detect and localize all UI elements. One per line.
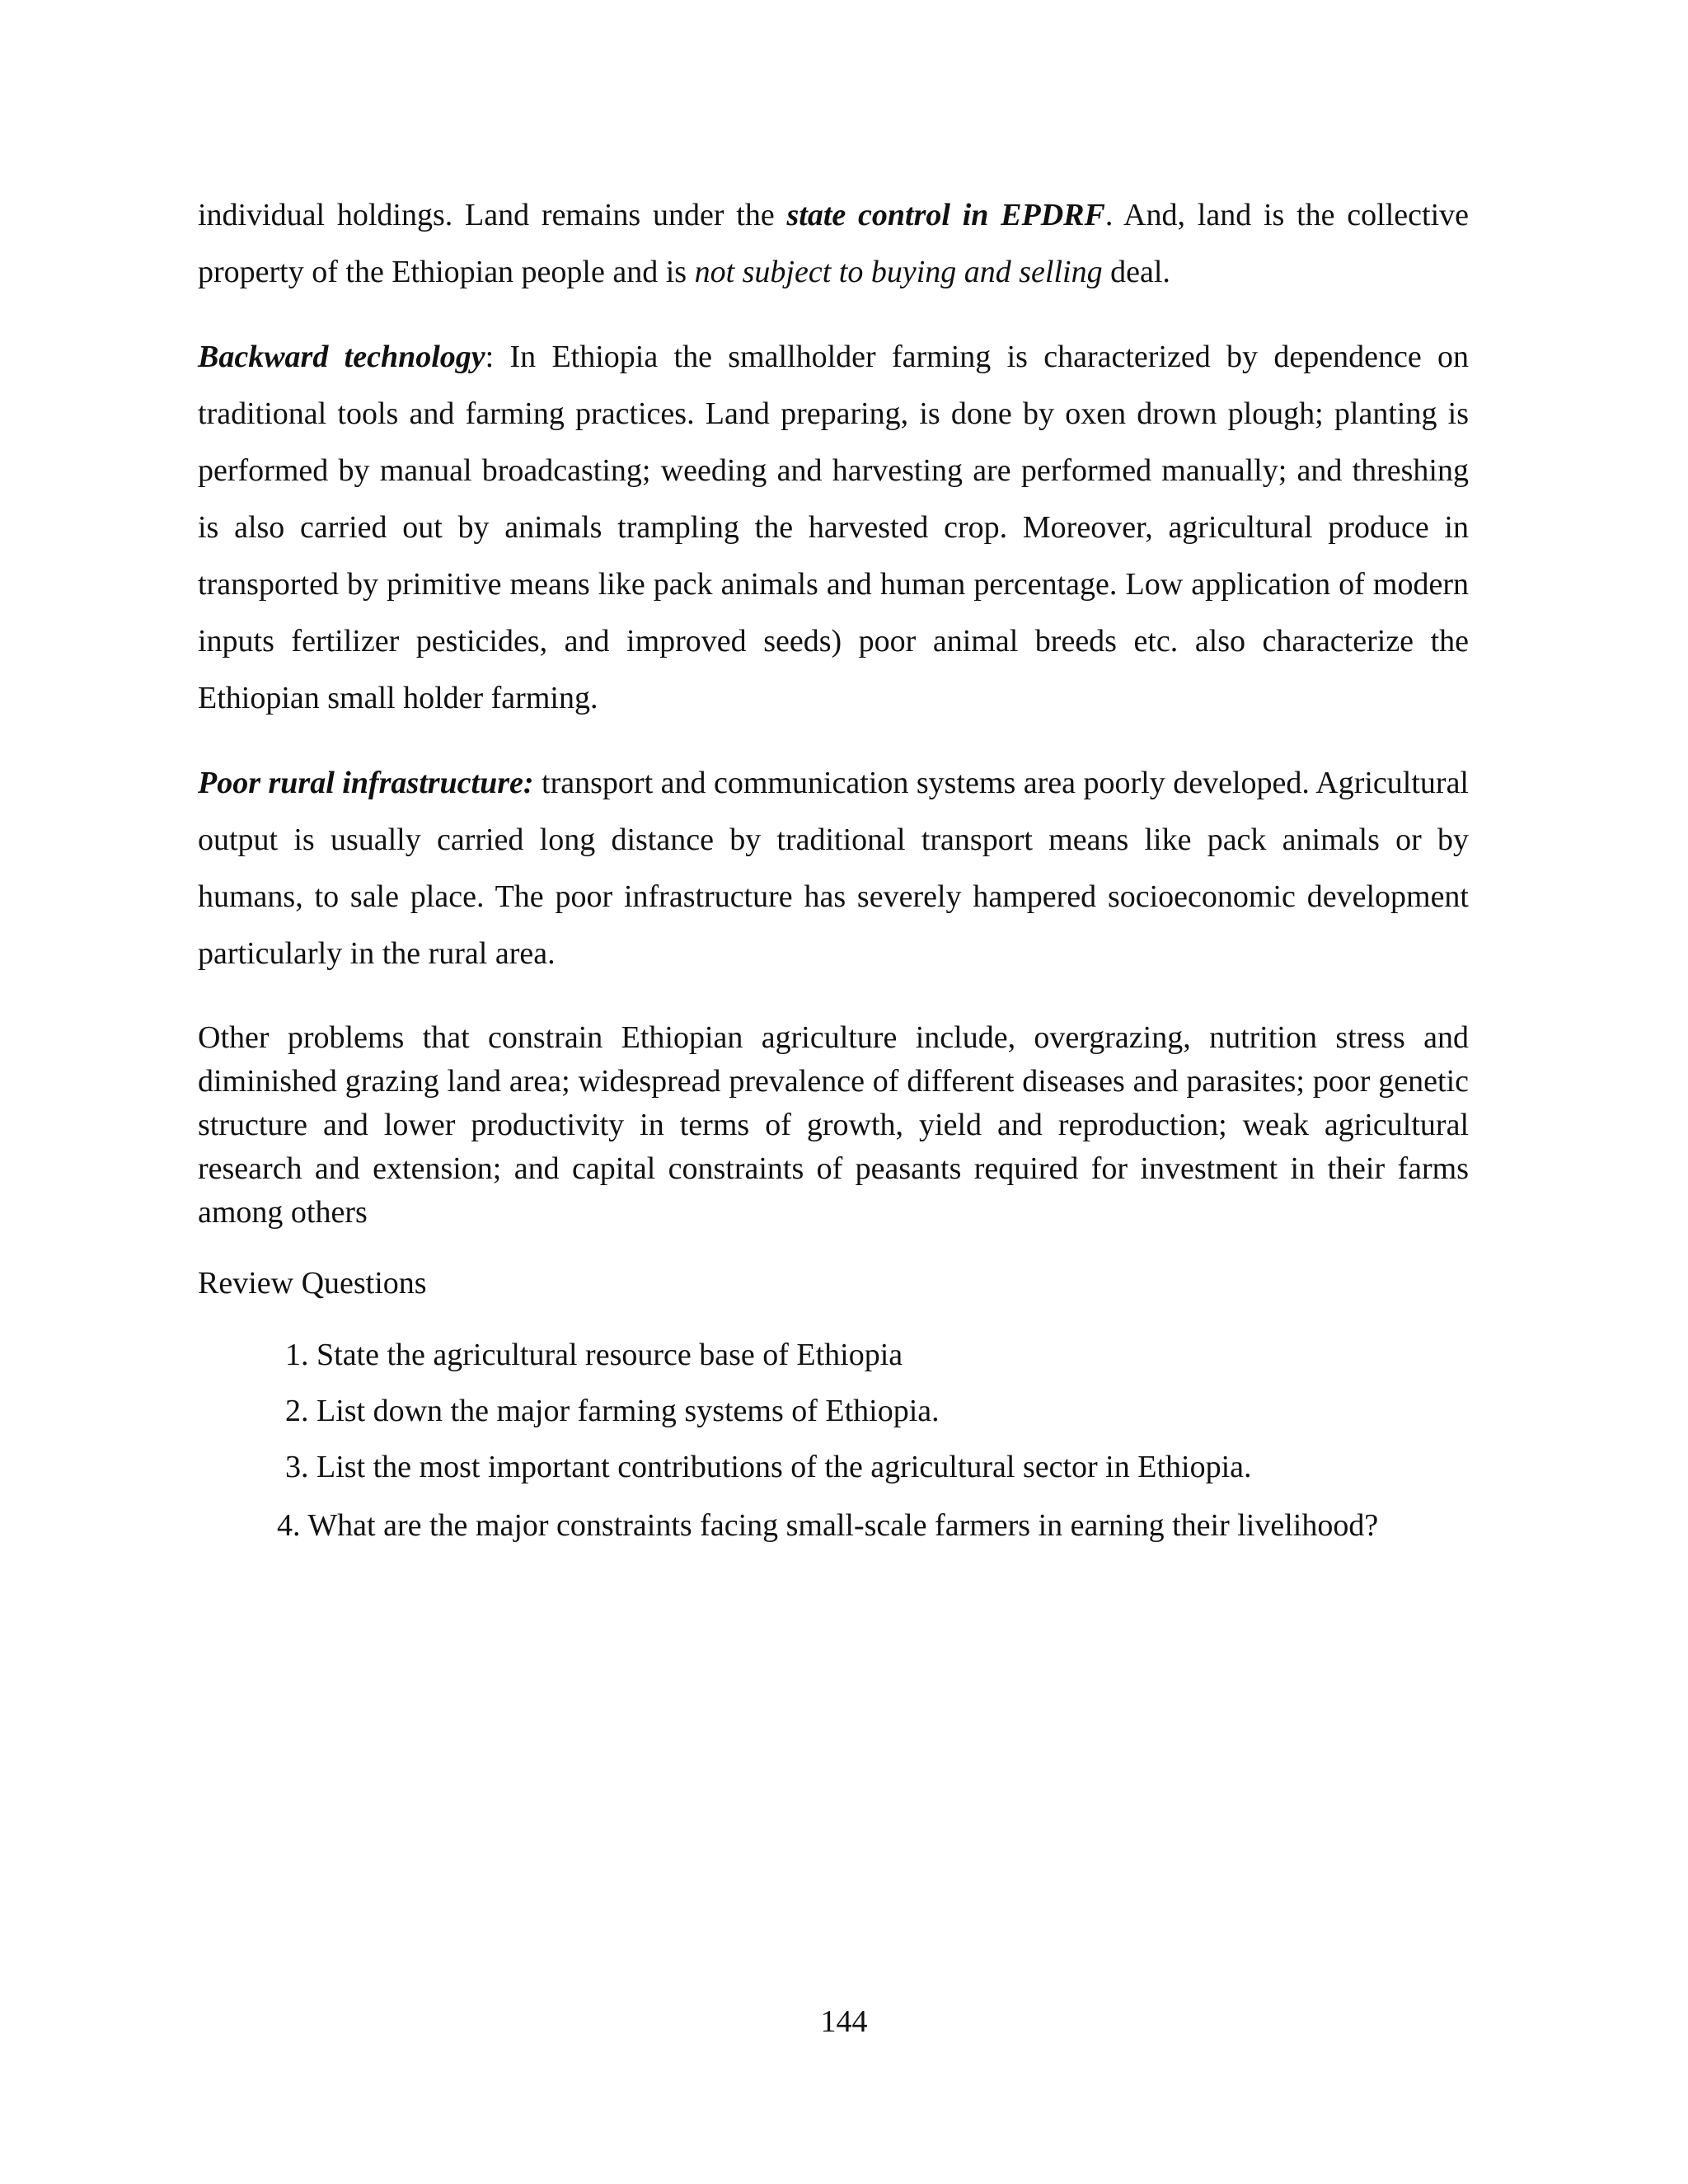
paragraph-heading: Poor rural infrastructure: — [198, 766, 534, 800]
review-question-3: 3. List the most important contributions of the agricultural sector in Ethiopia. — [285, 1450, 1252, 1484]
paragraph-land-ownership — [198, 187, 1469, 301]
page-number: 144 — [820, 2004, 868, 2039]
paragraph-body: Other problems that constrain Ethiopian agriculture include, overgrazing, nutrition stress and diminished grazing land area; widespread prevalence of different diseases and parasites; poor genetic structure and lower productivity in terms of growth, yield and reproduction; weak agricultural research and extension; and capital constraints of peasants required for investment in their farms among others — [198, 1020, 1469, 1230]
review-question-4: 4. What are the major constraints facing small-scale farmers in earning their livelihood? — [277, 1508, 1379, 1543]
review-questions-heading: Review Questions — [198, 1266, 427, 1301]
text-segment: deal. — [1102, 255, 1170, 289]
emphasis-not-subject: not subject to buying and selling — [694, 255, 1103, 289]
paragraph-other-problems — [198, 1016, 1469, 1235]
text-segment: . And, land is the collective property of the Ethiopian people and is — [198, 198, 1469, 289]
emphasis-state-control: state control in EPDRF — [786, 198, 1105, 232]
review-question-2: 2. List down the major farming systems of Ethiopia. — [285, 1394, 940, 1428]
paragraph-heading: Backward technology — [198, 340, 485, 374]
text-segment: individual holdings. Land remains under the — [198, 198, 787, 232]
paragraph-backward-technology — [198, 329, 1469, 727]
review-question-1: 1. State the agricultural resource base of Ethiopia — [285, 1338, 903, 1372]
paragraph-body: : In Ethiopia the smallholder farming is characterized by dependence on traditional tools and farming practices. Land preparing, is done by oxen drown plough; planting is performed by manual broadcasting; weeding and harvesting are performed manually; and threshing is also carried out by animals trampling the harvested crop. Moreover, agricultural produce in transported by primitive means like pack animals and human percentage. Low application of modern inputs fertilizer pesticides, and improved seeds) poor animal breeds etc. also characterize the Ethiopian small holder farming. — [198, 340, 1469, 715]
paragraph-poor-infrastructure — [198, 755, 1469, 982]
paragraph-body: transport and communication systems area poorly developed. Agricultural output is usually carried long distance by traditional transport means like pack animals or by humans, to sale place. The poor infrastructure has severely hampered socioeconomic development particularly in the rural area. — [198, 766, 1469, 971]
